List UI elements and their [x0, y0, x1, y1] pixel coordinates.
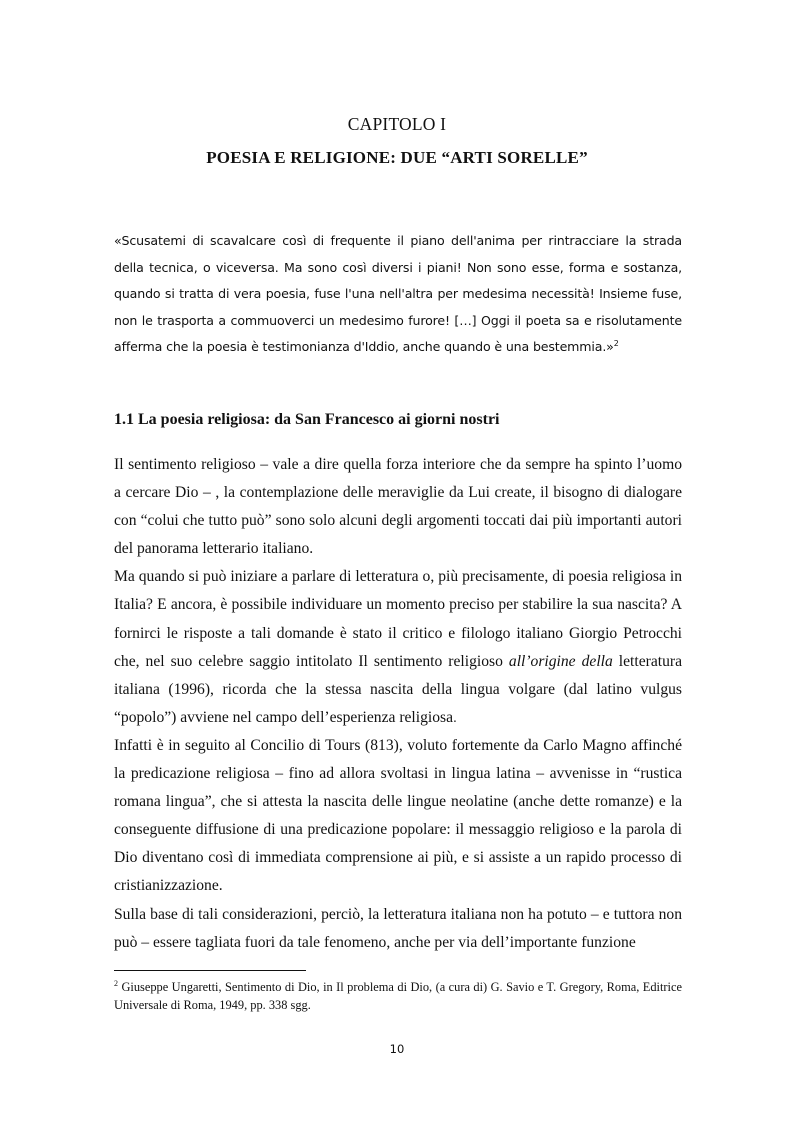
paragraph: Infatti è in seguito al Concilio di Tours (813), voluto fortemente da Carlo Magno affinché la predicazione religiosa – fino ad allora svoltasi in lingua latina – avvenisse in “rustica romana lingua”, che si attesta la nascita delle lingue neolatine (anche dette romanze) e la conseguente diffusione di una predicazione popolare: il messaggio religioso e la parola di Dio diventano così di immediata comprensione ai più, e si assiste a un rapido processo di cristianizzazione. — [114, 736, 682, 895]
paragraph: Sulla base di tali considerazioni, perciò, la letteratura italiana non ha potuto – e tuttora non può – essere tagliata fuori da tale fenomeno, anche per via dell’importante funzione — [114, 905, 682, 951]
chapter-label: CAPITOLO I — [347, 114, 447, 134]
epigraph-text: «Scusatemi di scavalcare così di frequente il piano dell'anima per rintracciare la strada della tecnica, o viceversa. Ma sono così diversi i piani! Non sono esse, forma e sostanza, quando si tratta di vera poesia, fuse l'una nell'altra per medesima necessità! Insieme fuse, non le trasporta a commuoverci un medesimo furore! […] Oggi il poeta sa e risolutamente afferma che la poesia è testimonianza d'Iddio, anche quando è una bestemmia.» — [114, 233, 682, 355]
footnote-text: Giuseppe Ungaretti, Sentimento di Dio, in Il problema di Dio, (a cura di) G. Savio e T. Gregory, Roma, Editrice Universale di Roma, 1949, pp. 338 sgg. — [114, 980, 682, 1012]
page-number: 10 — [389, 1042, 405, 1056]
footnote-reference[interactable]: 2 — [613, 339, 619, 349]
paragraph-text: letteratura italiana (1996), ricorda che la stessa nascita della lingua volgare (dal latino vulgus “popolo”) avviene nel campo dell’esperienza religiosa — [114, 652, 682, 726]
chapter-title: POESIA E RELIGIONE: DUE “ARTI SORELLE” — [206, 148, 588, 167]
paragraph: Il sentimento religioso – vale a dire quella forza interiore che da sempre ha spinto l’uomo a cercare Dio – , la contemplazione delle meraviglie da Lui create, il bisogno di dialogare con “colui che tutto può” sono solo alcuni degli argomenti toccati dai più importanti autori del panorama letterario italiano. — [114, 456, 682, 558]
epigraph-quote — [114, 228, 682, 361]
italic-text: all’origine della — [508, 652, 613, 670]
body-text — [114, 451, 682, 957]
section-heading: 1.1 La poesia religiosa: da San Francesco ai giorni nostri — [114, 411, 500, 428]
paragraph-text: Ma quando si può iniziare a parlare di letteratura o, più precisamente, di poesia religiosa in Italia? E ancora, è possibile individuare un momento preciso per stabilire la sua nascita? A fornirci le risposte a tali domande è stato il critico e filologo italiano Giorgio Petrocchi che, nel suo celebre saggio intitolato Il sentimento religioso — [114, 568, 682, 670]
footnote-number: 2 — [114, 978, 118, 988]
paragraph — [114, 563, 682, 732]
footnote-divider — [114, 970, 306, 971]
paragraph-text: . — [453, 710, 457, 725]
footnote — [114, 978, 682, 1014]
